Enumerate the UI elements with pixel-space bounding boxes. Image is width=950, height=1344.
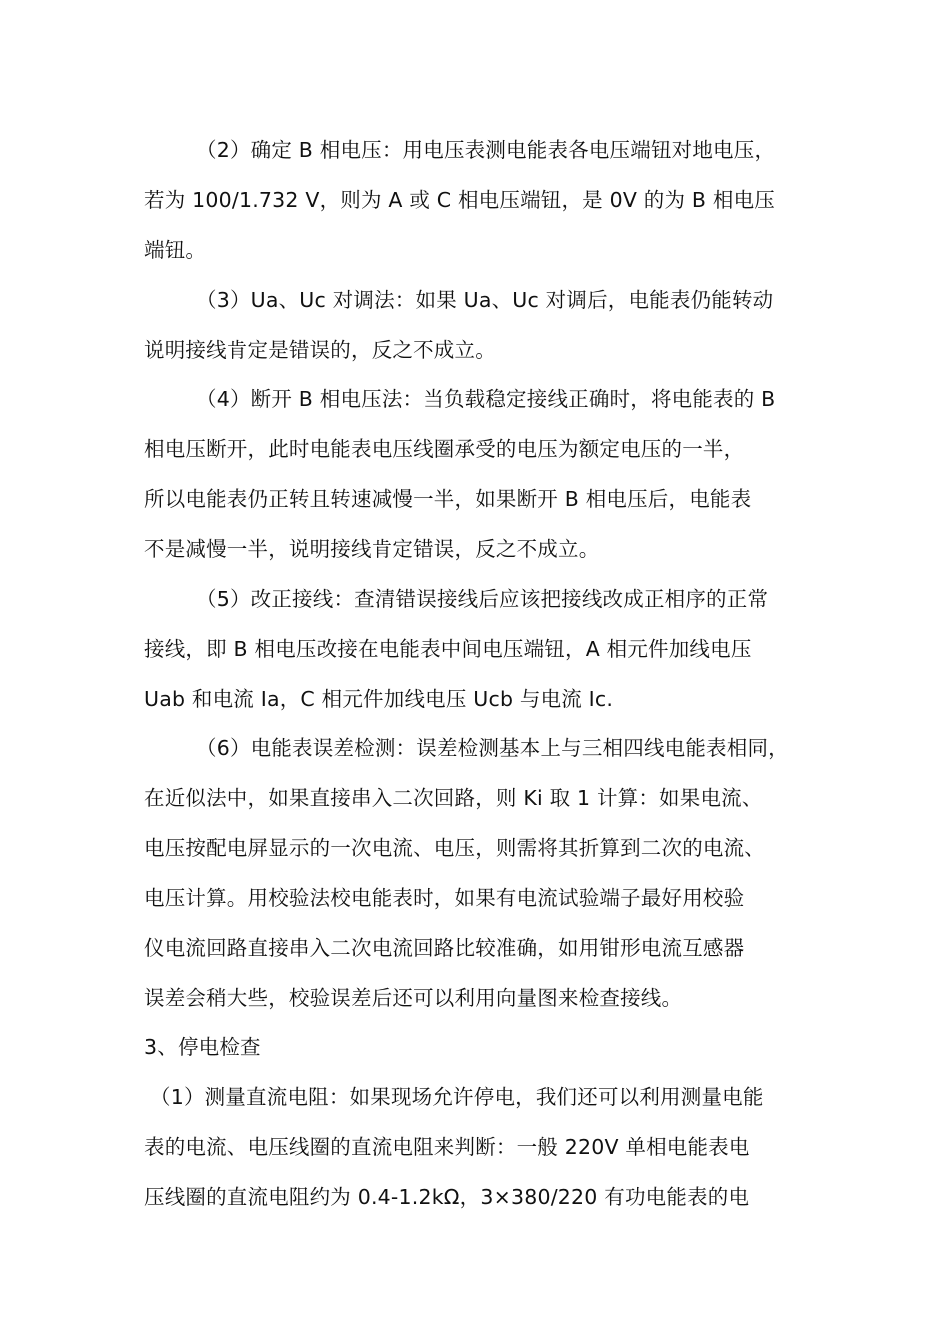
section-heading-3: 3、停电检查: [144, 1035, 261, 1059]
paragraph-6-line-4: 电压计算。用校验法校电能表时，如果有电流试验端子最好用校验: [144, 886, 745, 910]
paragraph-6-line-2: 在近似法中，如果直接串入二次回路，则 Ki 取 1 计算：如果电流、: [144, 786, 763, 810]
paragraph-4-line-4: 不是减慢一半，说明接线肯定错误，反之不成立。: [144, 537, 600, 561]
paragraph-4-line-1: （4）断开 B 相电压法：当负载稳定接线正确时，将电能表的 B: [196, 387, 776, 411]
paragraph-2-line-3: 端钮。: [144, 238, 207, 262]
paragraph-6-line-5: 仪电流回路直接串入二次电流回路比较准确，如用钳形电流互感器: [144, 936, 745, 960]
paragraph-5-line-1: （5）改正接线：查清错误接线后应该把接线改成正相序的正常: [196, 587, 769, 611]
paragraph-6-line-6: 误差会稍大些，校验误差后还可以利用向量图来检查接线。: [144, 986, 683, 1010]
subsection-1-line-2: 表的电流、电压线圈的直流电阻来判断：一般 220V 单相电能表电: [144, 1135, 750, 1159]
paragraph-2-line-2: 若为 100/1.732 V，则为 A 或 C 相电压端钮，是 0V 的为 B 相电压: [144, 188, 775, 212]
paragraph-6-line-3: 电压按配电屏显示的一次电流、电压，则需将其折算到二次的电流、: [144, 836, 765, 860]
paragraph-4-line-2: 相电压断开，此时电能表电压线圈承受的电压为额定电压的一半，: [144, 437, 745, 461]
paragraph-6-line-1: （6）电能表误差检测：误差检测基本上与三相四线电能表相同，: [196, 736, 789, 760]
subsection-1-line-1: （1）测量直流电阻：如果现场允许停电，我们还可以利用测量电能: [150, 1085, 764, 1109]
paragraph-5-line-2: 接线，即 B 相电压改接在电能表中间电压端钮，A 相元件加线电压: [144, 637, 752, 661]
paragraph-3-line-1: （3）Ua、Uc 对调法：如果 Ua、Uc 对调后，电能表仍能转动: [196, 288, 774, 312]
subsection-1-line-3: 压线圈的直流电阻约为 0.4-1.2kΩ，3×380/220 有功电能表的电: [144, 1185, 750, 1209]
paragraph-3-line-2: 说明接线肯定是错误的，反之不成立。: [144, 338, 496, 362]
paragraph-2-line-1: （2）确定 B 相电压：用电压表测电能表各电压端钮对地电压，: [196, 138, 776, 162]
paragraph-4-line-3: 所以电能表仍正转且转速减慢一半，如果断开 B 相电压后，电能表: [144, 487, 752, 511]
paragraph-5-line-3: Uab 和电流 Ia，C 相元件加线电压 Ucb 与电流 Ic.: [144, 687, 614, 711]
